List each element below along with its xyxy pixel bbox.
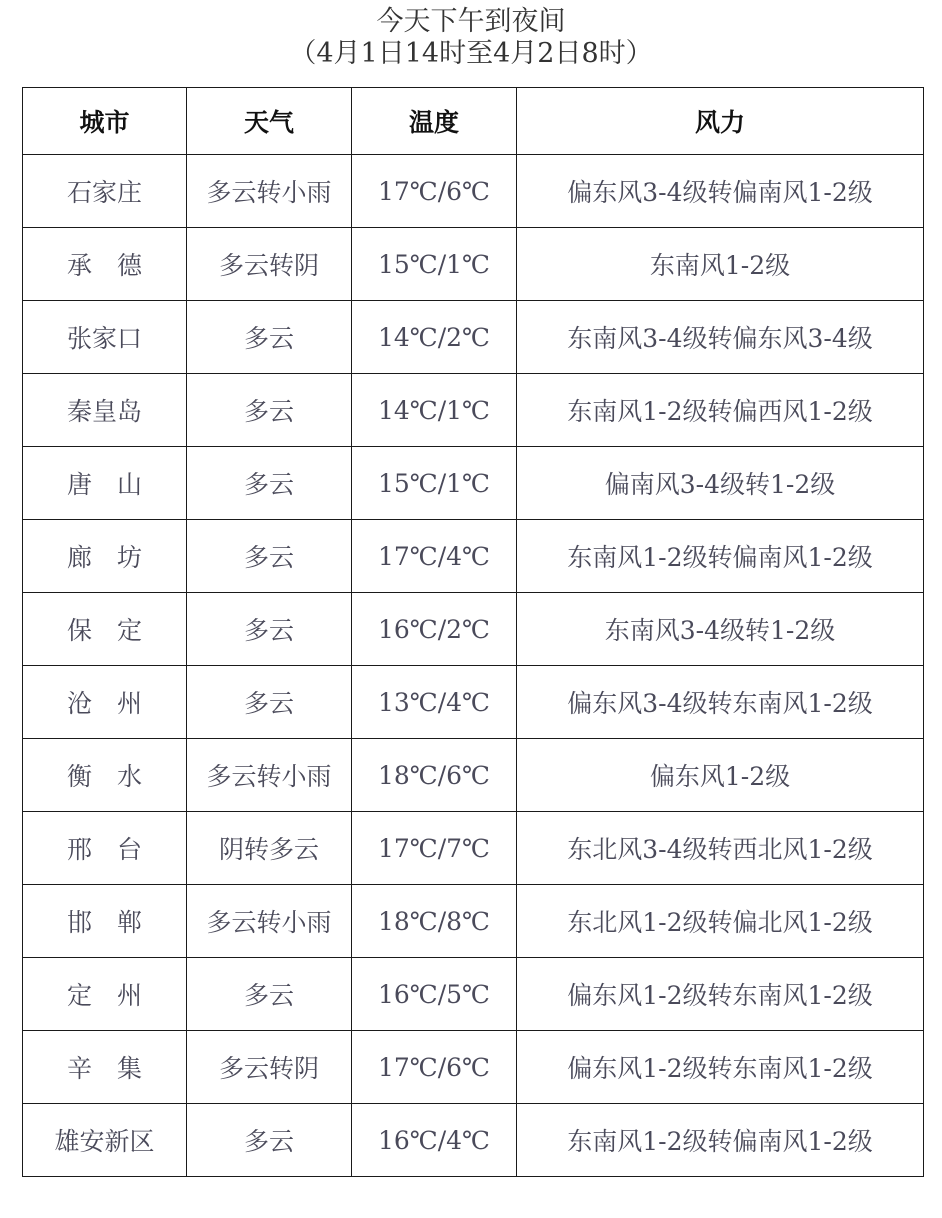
city-cell: 沧 州: [23, 666, 187, 739]
temperature-cell: 15℃/1℃: [352, 447, 517, 520]
weather-cell: 多云转阴: [187, 1031, 352, 1104]
wind-cell: 东南风1-2级转偏南风1-2级: [517, 1104, 924, 1177]
temperature-cell: 16℃/5℃: [352, 958, 517, 1031]
city-cell: 承 德: [23, 228, 187, 301]
temperature-cell: 17℃/4℃: [352, 520, 517, 593]
table-row: [23, 447, 924, 520]
city-cell: 邯 郸: [23, 885, 187, 958]
table-row: [23, 666, 924, 739]
city-cell: 衡 水: [23, 739, 187, 812]
table-row: [23, 374, 924, 447]
temperature-cell: 17℃/7℃: [352, 812, 517, 885]
weather-cell: 多云转小雨: [187, 739, 352, 812]
weather-cell: 多云: [187, 301, 352, 374]
table-row: [23, 885, 924, 958]
wind-cell: 东北风1-2级转偏北风1-2级: [517, 885, 924, 958]
table-row: [23, 228, 924, 301]
table-row: [23, 1104, 924, 1177]
wind-cell: 东北风3-4级转西北风1-2级: [517, 812, 924, 885]
temperature-cell: 18℃/8℃: [352, 885, 517, 958]
city-cell: 石家庄: [23, 155, 187, 228]
temperature-cell: 13℃/4℃: [352, 666, 517, 739]
table-row: [23, 958, 924, 1031]
wind-cell: 东南风3-4级转偏东风3-4级: [517, 301, 924, 374]
header-temperature: 温度: [352, 88, 517, 155]
wind-cell: 东南风1-2级转偏南风1-2级: [517, 520, 924, 593]
wind-cell: 东南风1-2级: [517, 228, 924, 301]
weather-forecast-table: [22, 87, 924, 1177]
header-city: 城市: [23, 88, 187, 155]
weather-cell: 多云转小雨: [187, 155, 352, 228]
city-cell: 保 定: [23, 593, 187, 666]
header-wind: 风力: [517, 88, 924, 155]
city-cell: 雄安新区: [23, 1104, 187, 1177]
wind-cell: 偏南风3-4级转1-2级: [517, 447, 924, 520]
city-cell: 定 州: [23, 958, 187, 1031]
weather-cell: 多云转小雨: [187, 885, 352, 958]
table-row: [23, 739, 924, 812]
weather-cell: 多云: [187, 374, 352, 447]
header-weather: 天气: [187, 88, 352, 155]
temperature-cell: 16℃/2℃: [352, 593, 517, 666]
weather-cell: 多云: [187, 447, 352, 520]
city-cell: 秦皇岛: [23, 374, 187, 447]
temperature-cell: 17℃/6℃: [352, 1031, 517, 1104]
weather-cell: 多云: [187, 666, 352, 739]
weather-cell: 多云: [187, 593, 352, 666]
weather-cell: 多云: [187, 1104, 352, 1177]
city-cell: 辛 集: [23, 1031, 187, 1104]
table-row: [23, 812, 924, 885]
temperature-cell: 14℃/1℃: [352, 374, 517, 447]
page-title: 今天下午到夜间: [376, 6, 566, 37]
city-cell: 张家口: [23, 301, 187, 374]
temperature-cell: 18℃/6℃: [352, 739, 517, 812]
temperature-cell: 15℃/1℃: [352, 228, 517, 301]
page-subtitle-time-range: （4月1日14时至4月2日8时）: [289, 38, 653, 69]
temperature-cell: 14℃/2℃: [352, 301, 517, 374]
wind-cell: 偏东风1-2级转东南风1-2级: [517, 958, 924, 1031]
table-header-row: [23, 88, 924, 155]
weather-cell: 多云: [187, 520, 352, 593]
wind-cell: 东南风3-4级转1-2级: [517, 593, 924, 666]
wind-cell: 偏东风1-2级: [517, 739, 924, 812]
table-row: [23, 155, 924, 228]
wind-cell: 偏东风3-4级转偏南风1-2级: [517, 155, 924, 228]
wind-cell: 偏东风1-2级转东南风1-2级: [517, 1031, 924, 1104]
table-row: [23, 1031, 924, 1104]
city-cell: 廊 坊: [23, 520, 187, 593]
temperature-cell: 17℃/6℃: [352, 155, 517, 228]
table-row: [23, 520, 924, 593]
wind-cell: 东南风1-2级转偏西风1-2级: [517, 374, 924, 447]
weather-cell: 阴转多云: [187, 812, 352, 885]
city-cell: 邢 台: [23, 812, 187, 885]
wind-cell: 偏东风3-4级转东南风1-2级: [517, 666, 924, 739]
city-cell: 唐 山: [23, 447, 187, 520]
temperature-cell: 16℃/4℃: [352, 1104, 517, 1177]
table-row: [23, 593, 924, 666]
weather-cell: 多云: [187, 958, 352, 1031]
weather-cell: 多云转阴: [187, 228, 352, 301]
table-row: [23, 301, 924, 374]
